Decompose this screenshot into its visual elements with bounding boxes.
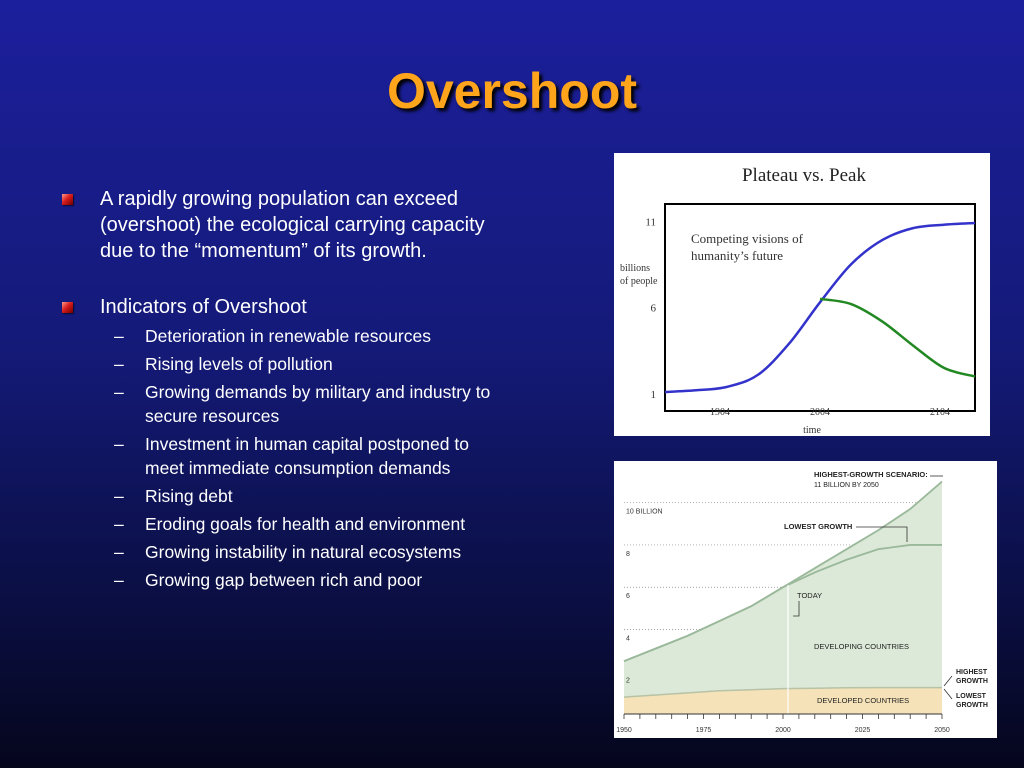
bullet-list: [62, 186, 502, 592]
dash-icon: –: [114, 354, 124, 374]
chart2-right-highest-1: HIGHEST: [956, 669, 988, 676]
sub-bullet-text: Growing instability in natural ecosystems: [145, 542, 462, 562]
sub-bullet-text: Eroding goals for health and environment: [145, 514, 466, 534]
chart1-y-tick-label: 11: [645, 216, 656, 229]
chart1-annotation-line1: Competing visions of: [691, 231, 803, 246]
population-growth-svg: [614, 461, 997, 738]
chart2-developed-label: DEVELOPED COUNTRIES: [817, 696, 910, 705]
sub-bullet: [100, 380, 502, 428]
chart2-leader-right-lowest: [944, 689, 952, 699]
chart1-x-tick-label: 1904: [710, 407, 730, 418]
chart1-x-tick-label: 2004: [810, 407, 830, 418]
chart2-y-tick-label: 10 BILLION: [626, 508, 663, 516]
bullet-text: A rapidly growing population can exceed (overshoot) the ecological carrying capacity due to the “momentum” of its growth.: [100, 188, 485, 262]
square-bullet-icon: [62, 194, 73, 205]
chart2-x-tick-label: 2000: [775, 727, 791, 734]
sub-bullet: [100, 484, 502, 508]
chart2-leader-right-highest: [944, 676, 952, 686]
chart2-x-tick-label: 2025: [854, 727, 871, 734]
chart2-lowest-label: LOWEST GROWTH: [784, 522, 853, 531]
chart2-y-tick-label: 2: [626, 677, 630, 685]
sub-bullet-text: Rising debt: [145, 486, 233, 506]
chart1-peak-line: [820, 299, 975, 377]
chart2-right-highest-2: GROWTH: [956, 678, 988, 685]
plateau-vs-peak-chart: [614, 153, 990, 436]
population-growth-chart: [614, 461, 997, 738]
chart1-x-tick-label: 2104: [930, 407, 950, 418]
dash-icon: –: [114, 326, 124, 346]
square-bullet-icon: [62, 302, 73, 313]
chart1-x-ticks: [710, 407, 950, 418]
chart1-ylabel-line2: of people: [620, 276, 658, 287]
plateau-vs-peak-svg: [614, 153, 990, 436]
chart1-xlabel: time: [803, 425, 821, 436]
chart2-right-lowest-2: GROWTH: [956, 702, 988, 709]
sub-bullet: [100, 540, 502, 564]
chart1-annotation: [691, 231, 806, 263]
sub-bullet: [100, 352, 502, 376]
bullet-overshoot-definition: [62, 186, 502, 264]
chart1-title: Plateau vs. Peak: [741, 165, 867, 186]
chart2-x-ticks: [616, 714, 950, 734]
dash-icon: –: [114, 570, 124, 590]
chart2-highest-label: HIGHEST-GROWTH SCENARIO:: [814, 470, 928, 479]
chart2-developing-area: [624, 482, 942, 714]
dash-icon: –: [114, 514, 124, 534]
chart2-today-label: TODAY: [797, 591, 823, 600]
chart2-y-tick-label: 8: [626, 550, 630, 558]
sub-bullet-text: Rising levels of pollution: [145, 354, 333, 374]
chart1-y-ticks: [645, 216, 656, 401]
chart1-y-tick-label: 1: [650, 388, 656, 401]
chart1-ylabel-line1: billions: [620, 263, 651, 274]
dash-icon: –: [114, 382, 124, 402]
chart1-annotation-line2: humanity’s future: [691, 248, 784, 263]
chart1-y-tick-label: 6: [650, 302, 656, 315]
slide-title: Overshoot: [386, 63, 638, 119]
sub-bullet-text: Deterioration in renewable resources: [145, 326, 431, 346]
indicator-sublist: [100, 324, 502, 592]
sub-bullet: [100, 432, 502, 480]
chart2-areas: [624, 482, 942, 714]
sub-bullet-text: Growing demands by military and industry to secure resources: [145, 382, 491, 426]
chart2-y-tick-label: 4: [626, 635, 630, 643]
sub-bullet: [100, 512, 502, 536]
sub-bullet-text: Investment in human capital postponed to meet immediate consumption demands: [145, 434, 469, 478]
chart1-ylabel: [620, 263, 658, 287]
sub-bullet: [100, 568, 502, 592]
dash-icon: –: [114, 434, 124, 454]
chart2-x-tick-label: 2050: [934, 727, 950, 734]
chart2-y-tick-label: 6: [626, 593, 630, 601]
dash-icon: –: [114, 486, 124, 506]
bullet-indicators: [62, 294, 502, 592]
chart2-right-lowest-1: LOWEST: [956, 693, 986, 700]
chart2-x-tick-label: 1950: [616, 727, 632, 734]
chart2-highest-sublabel: 11 BILLION BY 2050: [814, 482, 879, 489]
sub-bullet-text: Growing gap between rich and poor: [145, 570, 423, 590]
chart2-developing-label: DEVELOPING COUNTRIES: [814, 642, 910, 651]
chart2-x-tick-label: 1975: [695, 727, 712, 734]
dash-icon: –: [114, 542, 124, 562]
sub-bullet: [100, 324, 502, 348]
bullet-text: Indicators of Overshoot: [100, 296, 307, 318]
